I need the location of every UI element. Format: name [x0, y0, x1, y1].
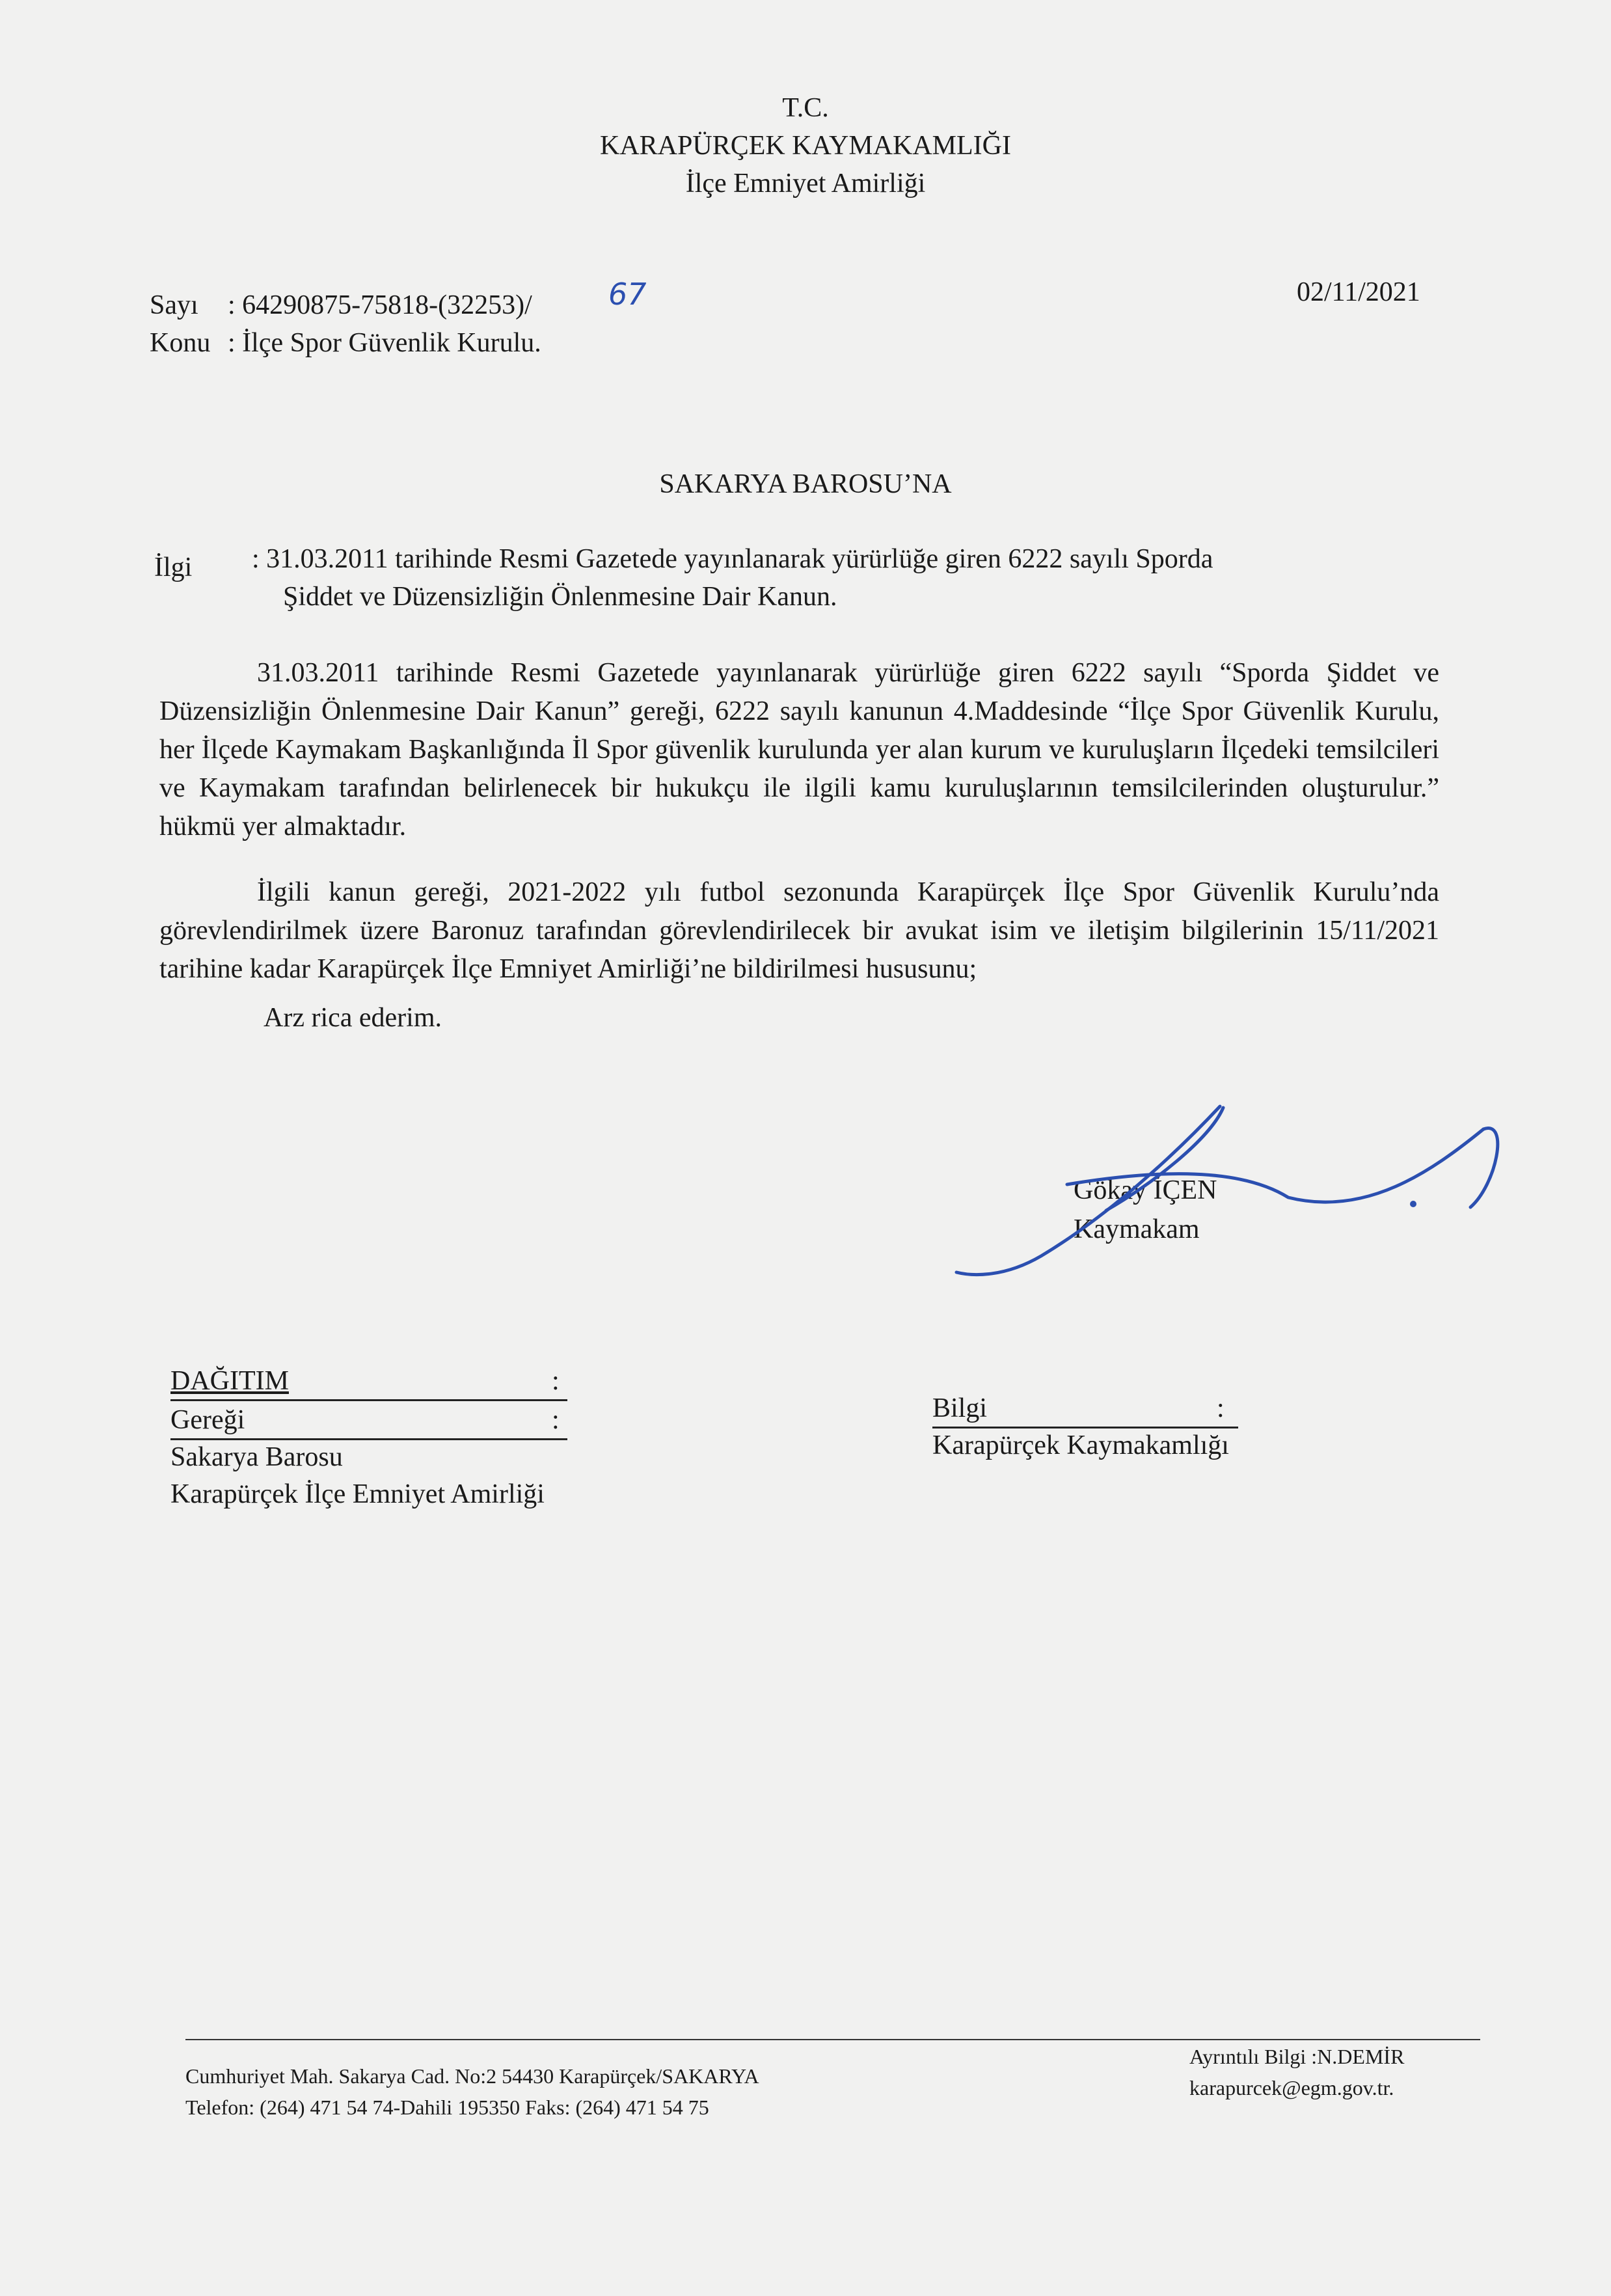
footer-contact-label: Ayrıntılı Bilgi :N.DEMİR — [1189, 2045, 1405, 2068]
footer-address: Cumhuriyet Mah. Sakarya Cad. No:2 54430 Karapürçek/SAKARYA — [185, 2064, 759, 2088]
geregi-item-2: Karapürçek İlçe Emniyet Amirliği — [170, 1479, 545, 1509]
bilgi-item-1: Karapürçek Kaymakamlığı — [932, 1430, 1229, 1460]
ilgi-line-2: Şiddet ve Düzensizliğin Önlenmesine Dair Kanun. — [283, 582, 837, 612]
document-date: 02/11/2021 — [1297, 277, 1420, 307]
recipient: SAKARYA BAROSU’NA — [659, 469, 952, 499]
paragraph-2-text: İlgili kanun gereği, 2021-2022 yılı futbol sezonunda Karapürçek İlçe Spor Güvenlik Kurulu’nda görevlendirilmek üzere Baronuz tarafından görevlendirilecek bir avukat isim ve iletişim bilgilerinin 15/11/2021 tarihine kadar Karapürçek İlçe Emniyet Amirliği’ne bildirilmesi hususunu; — [159, 877, 1439, 984]
bilgi-colon: : — [1217, 1393, 1225, 1423]
signer-title: Kaymakam — [1074, 1214, 1200, 1244]
geregi-label: Gereği — [170, 1405, 245, 1435]
signer-name: Gökay İÇEN — [1074, 1175, 1217, 1205]
footer-contact-email: karapurcek@egm.gov.tr. — [1189, 2076, 1394, 2099]
header-department: İlçe Emniyet Amirliği — [685, 169, 926, 198]
closing-phrase: Arz rica ederim. — [264, 1003, 442, 1033]
sayi-label: Sayı — [150, 290, 198, 320]
ilgi-label: İlgi — [154, 553, 193, 582]
ilgi-line-1: : 31.03.2011 tarihinde Resmi Gazetede yayınlanarak yürürlüğe giren 6222 sayılı Sporda — [252, 544, 1213, 574]
header-tc: T.C. — [782, 93, 829, 123]
footer-phone: Telefon: (264) 471 54 74-Dahili 195350 Faks: (264) 471 54 75 — [185, 2096, 709, 2119]
konu-value: : İlçe Spor Güvenlik Kurulu. — [228, 328, 541, 358]
sayi-handwritten-number: 67 — [608, 277, 647, 312]
geregi-item-1: Sakarya Barosu — [170, 1442, 343, 1472]
sayi-value: : 64290875-75818-(32253)/ — [228, 290, 532, 320]
geregi-colon: : — [552, 1405, 560, 1435]
distribution-heading-colon: : — [552, 1366, 560, 1396]
bilgi-label: Bilgi — [932, 1393, 988, 1423]
paragraph-1-text: 31.03.2011 tarihinde Resmi Gazetede yayınlanarak yürürlüğe giren 6222 sayılı “Sporda Şiddet ve Düzensizliğin Önlenmesine Dair Kanun” gereği, 6222 sayılı kanunun 4.Maddesinde “İlçe Spor Güvenlik Kurulu, her İlçede Kaymakam Başkanlığında İl Spor güvenlik kurulunda yer alan kurum ve kuruluşların İlçedeki temsilcileri ve Kaymakam tarafından belirlenecek bir hukukçu ile ilgili kamu kuruluşlarının temsilcilerinden oluşturulur.” hükmü yer almaktadır. — [159, 658, 1439, 841]
header-institution: KARAPÜRÇEK KAYMAKAMLIĞI — [600, 131, 1011, 161]
konu-label: Konu — [150, 328, 211, 358]
distribution-heading: DAĞITIM — [170, 1366, 289, 1396]
